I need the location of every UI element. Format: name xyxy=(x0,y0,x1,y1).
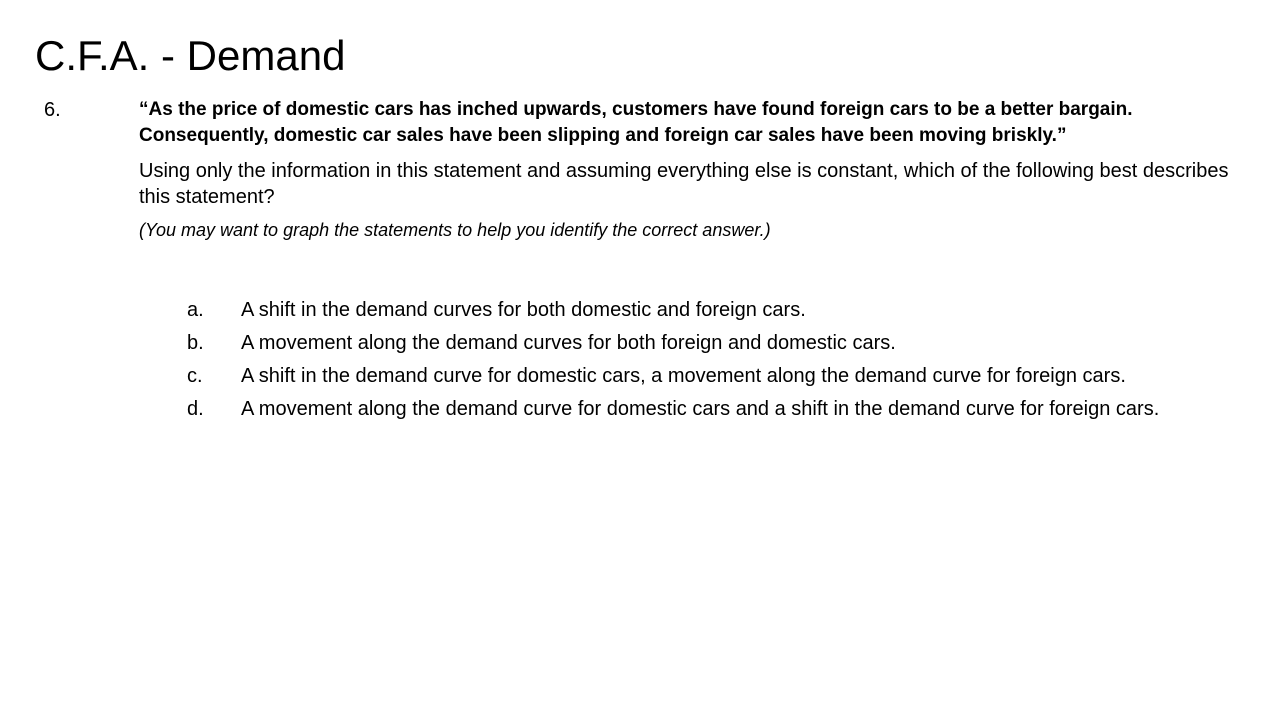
answer-option-d xyxy=(187,397,1237,421)
option-letter: d. xyxy=(187,398,204,420)
option-letter: a. xyxy=(187,299,204,321)
slide-title: C.F.A. - Demand xyxy=(35,32,346,79)
option-letter: b. xyxy=(187,332,204,354)
answer-option-c xyxy=(187,364,1237,388)
question-hint: (You may want to graph the statements to help you identify the correct answer.) xyxy=(139,220,771,240)
question-block xyxy=(139,97,1239,242)
question-quote: “As the price of domestic cars has inched upwards, customers have found foreign cars to be a better bargain. Consequently, domestic car sales have been slipping and foreign car sales have been moving briskly.” xyxy=(139,99,1133,146)
option-text: A movement along the demand curves for both foreign and domestic cars. xyxy=(241,332,896,354)
option-text: A movement along the demand curve for domestic cars and a shift in the demand curve for foreign cars. xyxy=(241,398,1160,420)
answer-options xyxy=(187,298,1237,430)
answer-option-a xyxy=(187,298,1237,322)
question-number: 6. xyxy=(44,99,61,121)
question-prompt: Using only the information in this statement and assuming everything else is constant, which of the following best describes this statement? xyxy=(139,160,1229,208)
option-letter: c. xyxy=(187,365,203,387)
answer-option-b xyxy=(187,331,1237,355)
option-text: A shift in the demand curve for domestic cars, a movement along the demand curve for foreign cars. xyxy=(241,365,1126,387)
option-text: A shift in the demand curves for both domestic and foreign cars. xyxy=(241,299,806,321)
